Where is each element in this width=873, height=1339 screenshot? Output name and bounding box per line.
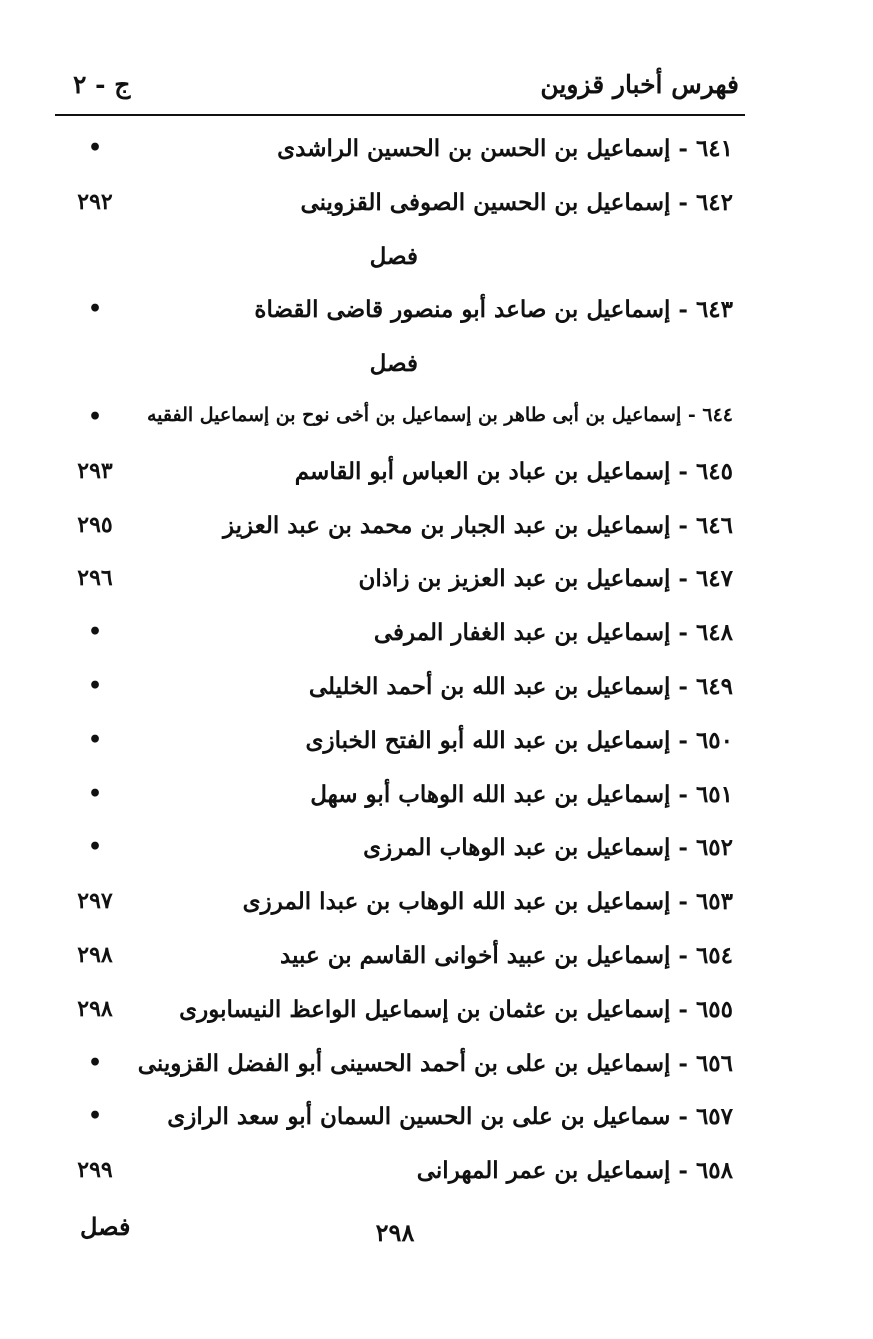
index-entry [0,555,873,609]
index-entry [0,448,873,502]
entry-page-number: ٢٩٨ [77,941,113,968]
entry-name: ٦٤٦ - إسماعيل بن عبد الجبار بن محمد بن عبد العزيز [222,511,733,539]
index-entry [0,878,873,932]
entry-name: ٦٥٧ - سماعيل بن على بن الحسين السمان أبو سعد الرازى [167,1103,733,1131]
index-entries [0,125,873,1201]
entry-name: ٦٤٩ - إسماعيل بن عبد الله بن أحمد الخليلى [308,672,733,700]
index-entry [0,717,873,771]
entry-name: ٦٤٧ - إسماعيل بن عبد العزيز بن زاذان [358,565,733,593]
entry-name: ٦٥١ - إسماعيل بن عبد الله الوهاب أبو سهل [310,780,733,808]
entry-page-number: • [87,726,103,753]
index-entry [0,1040,873,1094]
entry-name: ٦٤٨ - إسماعيل بن عبد الغفار المرفى [373,619,733,647]
entry-page-number: • [87,135,103,161]
index-entry [0,771,873,825]
entry-page-number: • [87,403,103,430]
entry-name: ٦٥٨ - إسماعيل بن عمر المهرانى [416,1157,733,1185]
index-entry [0,1093,873,1147]
section-heading: فصل [369,242,418,270]
index-entry [0,286,873,340]
index-entry [0,1147,873,1201]
entry-page-number: ٢٩٧ [77,888,113,915]
page-header [55,62,745,114]
index-entry [0,179,873,233]
section-heading: فصل [369,350,418,378]
entry-page-number: ٢٩٢ [77,188,113,215]
entry-name: ٦٤٤ - إسماعيل بن أبى طاهر بن إسماعيل بن أخى نوح بن إسماعيل الفقيه [146,403,733,426]
section-heading-row [0,233,873,287]
entry-name: ٦٤٢ - إسماعيل بن الحسين الصوفى القزوينى [300,188,733,216]
index-entry [0,502,873,556]
entry-name: ٦٥٦ - إسماعيل بن على بن أحمد الحسينى أبو الفضل القزوينى [137,1049,733,1077]
entry-name: ٦٥٤ - إسماعيل بن عبيد أخوانى القاسم بن عبيد [280,941,733,969]
entry-page-number: ٢٩٦ [77,565,113,592]
header-rule [55,114,745,116]
index-entry [0,394,873,448]
entry-name: ٦٥٥ - إسماعيل بن عثمان بن إسماعيل الواعظ النيسابورى [179,995,733,1023]
entry-page-number: • [87,672,103,699]
entry-name: ٦٤١ - إسماعيل بن الحسن بن الحسين الراشدى [277,135,733,162]
entry-page-number: ٢٩٨ [77,995,113,1022]
entry-page-number: • [87,296,103,323]
catchword: فصل [80,1212,131,1241]
running-title: فهرس أخبار قزوين [540,70,739,99]
entry-page-number: • [87,619,103,646]
entry-name: ٦٤٥ - إسماعيل بن عباد بن العباس أبو القاسم [294,457,733,485]
entry-page-number: • [87,1049,103,1076]
entry-page-number: • [87,1103,103,1130]
entry-name: ٦٥٢ - إسماعيل بن عبد الوهاب المرزى [363,834,733,862]
index-entry [0,609,873,663]
entry-page-number: ٢٩٥ [77,511,113,538]
index-entry [0,663,873,717]
index-entry [0,824,873,878]
page-number: ٢٩٨ [375,1218,415,1247]
entry-name: ٦٥٣ - إسماعيل بن عبد الله الوهاب بن عبدا المرزى [242,888,733,916]
section-heading-row [0,340,873,394]
entry-name: ٦٤٣ - إسماعيل بن صاعد أبو منصور قاضى القضاة [254,296,733,324]
entry-page-number: ٢٩٣ [77,457,113,484]
volume-label: ج - ٢ [73,70,131,99]
entry-page-number: • [87,780,103,807]
entry-page-number: ٢٩٩ [77,1157,113,1184]
index-entry [0,932,873,986]
entry-name: ٦٥٠ - إسماعيل بن عبد الله أبو الفتح الخبازى [305,726,733,754]
index-entry [0,986,873,1040]
index-entry [0,125,873,179]
entry-page-number: • [87,834,103,861]
